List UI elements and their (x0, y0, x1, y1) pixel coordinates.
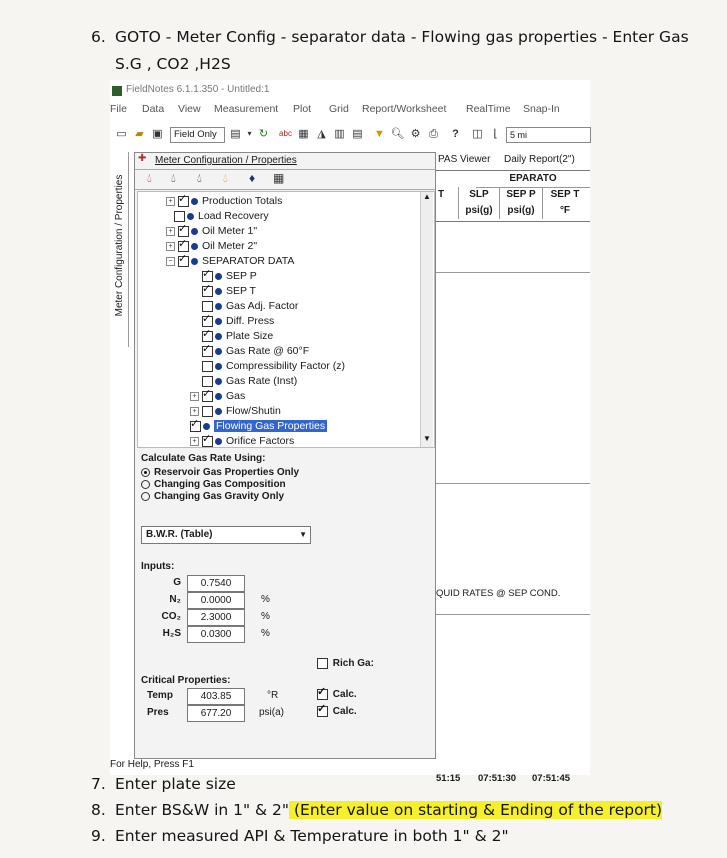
tree-item-label: Gas Rate @ 60°F (226, 345, 310, 357)
critical-pres-label: Pres (147, 707, 169, 718)
chart-icon[interactable]: ◮ (317, 128, 326, 140)
report-icon[interactable]: ▤ (352, 128, 363, 140)
critical-temp-label: Temp (147, 690, 173, 701)
checkbox-icon[interactable] (178, 196, 189, 207)
window-icon[interactable]: ◫ (472, 128, 483, 140)
tree-item[interactable] (174, 209, 269, 224)
spell-check-icon[interactable]: abc (279, 129, 292, 138)
checkbox-icon[interactable] (202, 316, 213, 327)
tree-expander-icon[interactable]: + (166, 197, 175, 206)
columns-icon[interactable]: ▤ (230, 128, 241, 140)
checkbox-icon[interactable] (202, 361, 213, 372)
tree-item-icon (215, 363, 222, 370)
critical-pres-calc[interactable]: ✓ Calc. (317, 706, 357, 717)
checkbox-icon[interactable] (178, 241, 189, 252)
col-sep-p-header: SEP P (499, 187, 542, 203)
tree-item-icon (215, 393, 222, 400)
open-folder-icon[interactable]: ▰ (135, 128, 144, 140)
menu-data[interactable]: Data (142, 103, 165, 115)
checkbox-icon[interactable] (190, 421, 201, 432)
input-n2[interactable]: 0.0000 (187, 592, 245, 609)
refresh-icon[interactable]: ↻ (258, 128, 269, 140)
time-cell: 07:51:30 (478, 773, 517, 784)
menu-view[interactable]: View (178, 103, 201, 115)
oil-drop-dark-icon[interactable]: 💧︎ (171, 171, 176, 185)
tree-item-icon (191, 243, 198, 250)
step-6-text-cont: S.G , CO2 ,H2S (115, 55, 231, 73)
menu-grid[interactable]: Grid (329, 103, 349, 115)
tree-item-icon (215, 348, 222, 355)
filter-icon[interactable]: ▼ (374, 128, 385, 140)
tree-item-label: Oil Meter 2" (202, 240, 258, 252)
panel-icon-row (135, 171, 435, 190)
menu-bar (110, 103, 590, 119)
step-9-number: 9. (91, 827, 106, 845)
tree-item-label: SEP T (226, 285, 256, 297)
unit-sep-t: °F (542, 203, 587, 219)
line-chart-icon[interactable]: ⌊ (493, 128, 498, 140)
checkbox-icon[interactable] (317, 706, 328, 717)
panel-pin-icon[interactable]: ✚ (138, 153, 147, 164)
status-bar-text: For Help, Press F1 (110, 759, 194, 770)
tree-expander-icon[interactable]: + (166, 242, 175, 251)
tree-scrollbar[interactable] (420, 192, 433, 447)
menu-file[interactable]: File (110, 103, 127, 115)
tree-item-label: Flowing Gas Properties (216, 420, 326, 432)
step-9-text: Enter measured API & Temperature in both 1" & 2" (115, 827, 509, 845)
grid-view-icon[interactable]: ▦ (298, 128, 309, 140)
gas-drop-icon[interactable]: 💧︎ (223, 171, 228, 185)
checkbox-icon[interactable] (202, 331, 213, 342)
step-8-number: 8. (91, 801, 106, 819)
input-g[interactable]: 0.7540 (187, 575, 245, 592)
grid-settings-icon[interactable]: ▦ (273, 171, 285, 185)
input-unit-co2: % (261, 611, 270, 622)
water-drop-icon[interactable]: 💧︎ (197, 171, 202, 185)
step-6-number: 6. (91, 28, 106, 46)
menu-snap-in[interactable]: Snap-In (523, 103, 560, 115)
checkbox-icon[interactable] (202, 286, 213, 297)
checkbox-icon[interactable] (317, 658, 328, 669)
menu-measurement[interactable]: Measurement (214, 103, 279, 115)
checkbox-icon[interactable] (202, 271, 213, 282)
tree-item-icon (215, 333, 222, 340)
input-unit-n2: % (261, 594, 270, 605)
critical-temp-unit: °R (267, 690, 279, 701)
meter-icon[interactable]: ♦ (249, 171, 256, 185)
checkbox-icon[interactable] (202, 301, 213, 312)
tree-item-icon (203, 423, 210, 430)
input-label-g: G (173, 577, 181, 588)
radio-icon[interactable] (141, 492, 150, 501)
tree-item[interactable] (166, 254, 294, 269)
tree-item-label: Compressibility Factor (z) (226, 360, 346, 372)
tree-item[interactable] (190, 404, 281, 419)
window-title: FieldNotes 6.1.1.350 - Untitled:1 (126, 84, 270, 95)
critical-temp-input[interactable]: 403.85 (187, 688, 245, 705)
tree-expander-icon[interactable]: + (190, 392, 199, 401)
calc-option-reservoir[interactable]: Reservoir Gas Properties Only (141, 467, 431, 478)
tree-item[interactable] (190, 389, 245, 404)
tree-item-icon (215, 303, 222, 310)
calc-option-composition[interactable]: Changing Gas Composition (141, 479, 431, 490)
tree-item-icon (215, 288, 222, 295)
radio-icon[interactable] (141, 468, 150, 477)
field-only-combo[interactable]: Field Only (170, 127, 225, 143)
tree-expander-icon[interactable]: − (166, 257, 175, 266)
new-file-icon[interactable]: ▭ (116, 128, 127, 140)
calc-section (141, 453, 431, 502)
input-unit-h2s: % (261, 628, 270, 639)
tree-item-label: SEP P (226, 270, 257, 282)
checkbox-icon[interactable] (202, 406, 213, 417)
tree-view (137, 191, 435, 448)
tree-item-icon (215, 438, 222, 445)
calc-heading: Calculate Gas Rate Using: (141, 453, 266, 464)
menu-report-worksheet[interactable]: Report/Worksheet (362, 103, 447, 115)
step-6-text: GOTO - Meter Config - separator data - Flowing gas properties - Enter Gas (115, 28, 689, 46)
app-icon (112, 86, 122, 96)
tab-daily-report[interactable]: Daily Report(2") (504, 154, 575, 165)
critical-temp-calc[interactable]: ✓ Calc. (317, 689, 357, 700)
input-h2s[interactable]: 0.0300 (187, 626, 245, 643)
oil-drop-red-icon[interactable]: 💧︎ (147, 171, 152, 185)
tree-item[interactable] (202, 314, 274, 329)
tree-item[interactable] (190, 434, 294, 449)
toolbar (110, 125, 590, 145)
input-co2[interactable]: 2.3000 (187, 609, 245, 626)
checkbox-icon[interactable] (202, 391, 213, 402)
col-t-header: T (437, 189, 445, 200)
tree-item-label: SEPARATOR DATA (202, 255, 295, 267)
tab-pas-viewer[interactable]: PAS Viewer (438, 154, 491, 165)
unit-sep-p: psi(g) (499, 203, 542, 219)
dropdown-arrow-icon[interactable]: ▾ (247, 129, 252, 138)
step-8-main: Enter BS&W in 1" & 2" (115, 801, 290, 819)
checkbox-icon[interactable] (202, 436, 213, 447)
calc-option-gravity[interactable]: Changing Gas Gravity Only (141, 491, 431, 502)
tree-item[interactable] (166, 194, 282, 209)
step-8-highlight: (Enter value on starting & Ending of the report) (289, 801, 663, 819)
step-7-number: 7. (91, 775, 106, 793)
checkbox-icon[interactable] (317, 689, 328, 700)
tree-expander-icon[interactable]: + (166, 227, 175, 236)
checkbox-icon[interactable] (202, 346, 213, 357)
tree-expander-icon[interactable]: + (190, 407, 199, 416)
panel-title-bar (135, 153, 435, 170)
step-8-text (115, 801, 662, 819)
sync-icon[interactable]: ⚙ (410, 128, 421, 140)
tree-item-icon (191, 198, 198, 205)
tree-item[interactable] (202, 344, 309, 359)
tree-item[interactable] (202, 299, 298, 314)
menu-plot[interactable]: Plot (293, 103, 312, 115)
input-label-co2: CO₂ (161, 611, 181, 622)
tree-item[interactable] (202, 359, 345, 374)
tree-item-icon (191, 258, 198, 265)
print-icon[interactable]: ⎙ (429, 128, 438, 140)
tree-expander-icon[interactable]: + (190, 437, 199, 446)
menu-realtime[interactable]: RealTime (466, 103, 511, 115)
grid-body-lower (436, 614, 590, 765)
tree-item-label: Gas (226, 390, 246, 402)
scroll-up-icon[interactable]: ▲ (423, 192, 431, 201)
unit-slp: psi(g) (458, 203, 499, 219)
tree-item-label: Orifice Factors (226, 435, 295, 447)
meter-config-panel (134, 152, 436, 759)
col-slp-header: SLP (458, 187, 499, 203)
tree-item-label: Gas Adj. Factor (226, 300, 299, 312)
liquid-rates-label: QUID RATES @ SEP COND. (436, 588, 561, 599)
checkbox-icon[interactable] (178, 256, 189, 267)
grid-body (436, 272, 590, 484)
col-sep-t-header: SEP T (542, 187, 587, 203)
help-icon[interactable]: ? (452, 128, 459, 140)
data-grid (436, 152, 590, 784)
critical-pres-input[interactable]: 677.20 (187, 705, 245, 722)
critical-pres-unit: psi(a) (259, 707, 285, 718)
tree-item[interactable] (202, 284, 256, 299)
checkbox-icon[interactable] (202, 376, 213, 387)
radio-icon[interactable] (141, 480, 150, 489)
tree-item-label: Plate Size (226, 330, 274, 342)
save-icon[interactable]: ▣ (152, 128, 163, 140)
rich-gas-checkbox[interactable]: Rich Ga: (317, 658, 374, 669)
side-tab-meter-config[interactable]: Meter Configuration / Properties (110, 152, 129, 347)
critical-heading: Critical Properties: (141, 675, 231, 686)
tree-item-label: Diff. Press (226, 315, 275, 327)
tree-item-icon (215, 318, 222, 325)
tree-item-icon (215, 378, 222, 385)
time-cell: 51:15 (436, 773, 461, 784)
checkbox-icon[interactable] (178, 226, 189, 237)
input-label-h2s: H₂S (162, 628, 181, 639)
bwr-select[interactable]: B.W.R. (Table) ▼ (141, 526, 311, 544)
tree-item[interactable] (202, 374, 297, 389)
tree-item-label: Oil Meter 1" (202, 225, 258, 237)
tree-item-icon (191, 228, 198, 235)
panel-title: Meter Configuration / Properties (155, 155, 297, 166)
tree-item-icon (215, 273, 222, 280)
input-label-n2: N₂ (169, 594, 181, 605)
checkbox-icon[interactable] (174, 211, 185, 222)
tree-item-icon (187, 213, 194, 220)
step-7-text: Enter plate size (115, 775, 236, 793)
tree-item[interactable] (202, 329, 273, 344)
time-cell: 07:51:45 (532, 773, 571, 784)
print-preview-icon[interactable]: 🔍︎ (390, 128, 405, 140)
tree-item-label: Load Recovery (198, 210, 269, 222)
scroll-down-icon[interactable]: ▼ (423, 434, 431, 443)
table-icon[interactable]: ▥ (334, 128, 345, 140)
inputs-heading: Inputs: (141, 561, 175, 572)
tree-item-label: Production Totals (202, 195, 283, 207)
chevron-down-icon[interactable]: ▼ (299, 530, 307, 539)
group-header: EPARATO (476, 171, 590, 188)
tree-item-label: Flow/Shutin (226, 405, 281, 417)
tree-item-icon (215, 408, 222, 415)
grid-header (436, 170, 590, 222)
tree-item-label: Gas Rate (Inst) (226, 375, 298, 387)
interval-combo[interactable]: 5 mi (506, 127, 591, 143)
